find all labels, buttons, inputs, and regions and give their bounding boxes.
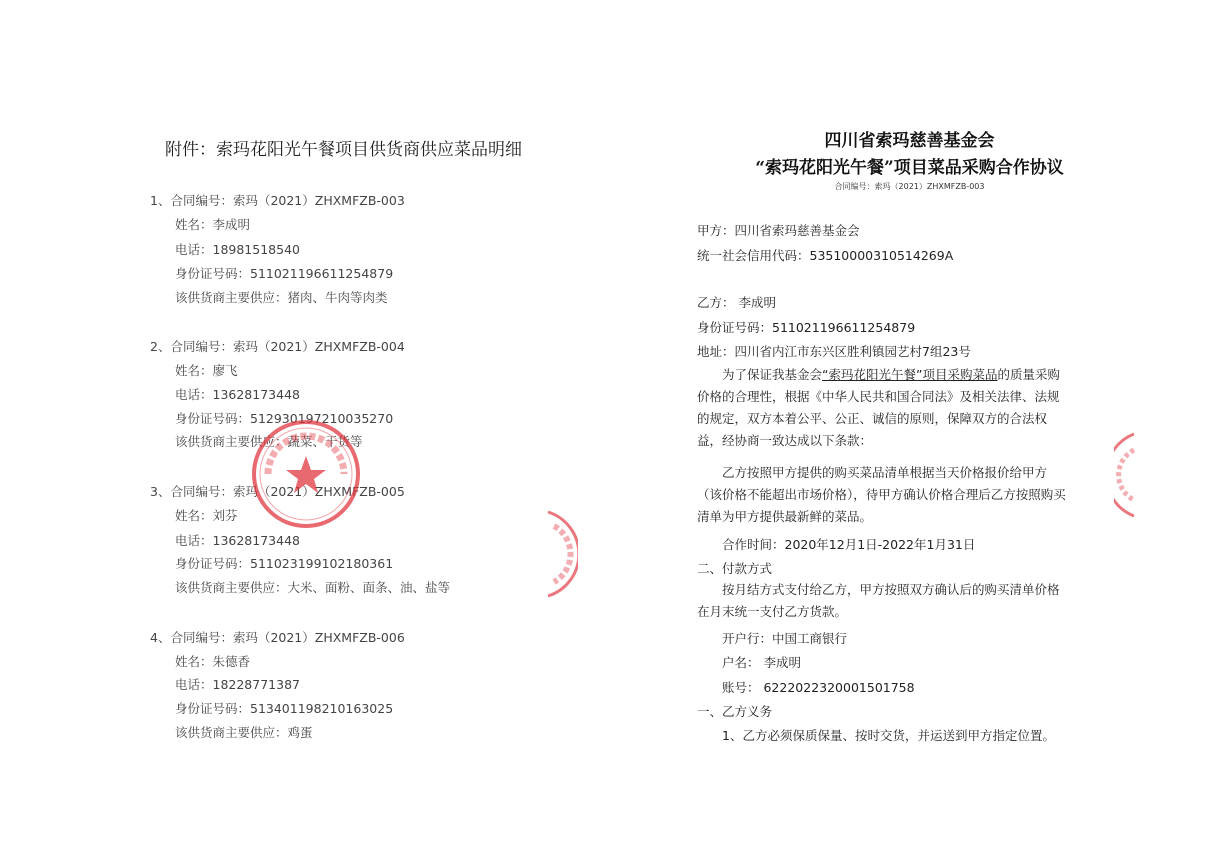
- left-page: [0, 0, 600, 860]
- duty-item-1: 1、乙方必须保质保量、按时交货，并运送到甲方指定位置。: [722, 728, 1055, 743]
- supplier-name: 姓名：李成明: [175, 217, 251, 232]
- account-holder: 户名： 李成明: [722, 655, 801, 670]
- partial-seal-center: [544, 508, 578, 600]
- cooperation-period: 合作时间：2020年12月1日-2022年1月31日: [722, 537, 976, 552]
- supplier-phone: 电话：13628173448: [175, 387, 300, 402]
- bank-name: 开户行：中国工商银行: [722, 631, 848, 646]
- agreement-title-line1: 四川省索玛慈善基金会: [824, 131, 995, 151]
- section-duty-heading: 一、乙方义务: [697, 704, 773, 719]
- clause-pricing: 乙方按照甲方提供的购买菜品清单根据当天价格报价给甲方（该价格不能超出市场价格），待甲方确认价格合理后乙方按照购买清单为甲方提供最新鲜的菜品。: [697, 465, 1066, 524]
- intro-project-underlined: “索玛花阳光午餐”项目采购菜品: [822, 367, 998, 382]
- supplier-name: 姓名：廖飞: [175, 363, 238, 378]
- supplier-supply: 该供货商主要供应：鸡蛋: [175, 725, 313, 740]
- supplier-id: 身份证号码：513401198210163025: [175, 701, 394, 716]
- party-b: 乙方： 李成明: [697, 295, 776, 310]
- supplier-contract: 3、合同编号：索玛（2021）ZHXMFZB-005: [150, 484, 405, 499]
- account-number: 账号： 6222022320001501758: [722, 680, 915, 695]
- supplier-supply: 该供货商主要供应：蔬菜、干货等: [175, 434, 363, 449]
- supplier-id: 身份证号码：512930197210035270: [175, 411, 394, 426]
- supplier-contract: 2、合同编号：索玛（2021）ZHXMFZB-004: [150, 339, 405, 354]
- supplier-phone: 电话：13628173448: [175, 533, 300, 548]
- supplier-phone: 电话：18981518540: [175, 242, 300, 257]
- supplier-name: 姓名：刘芬: [175, 508, 238, 523]
- party-b-id: 身份证号码：511021196611254879: [697, 320, 916, 335]
- section-payment-heading: 二、付款方式: [697, 561, 773, 576]
- party-b-address: 地址：四川省内江市东兴区胜利镇园艺村7组23号: [697, 344, 971, 359]
- supplier-id: 身份证号码：511023199102180361: [175, 556, 394, 571]
- supplier-supply: 该供货商主要供应：猪肉、牛肉等肉类: [175, 290, 388, 305]
- payment-terms: 按月结方式支付给乙方，甲方按照双方确认后的购买清单价格在月末统一支付乙方货款。: [697, 582, 1060, 619]
- supplier-name: 姓名：朱德香: [175, 654, 251, 669]
- intro-text-pre: 为了保证我基金会: [722, 367, 823, 382]
- credit-code: 统一社会信用代码：53510000310514269A: [697, 248, 954, 263]
- right-page: [606, 0, 1213, 860]
- partial-seal-right-edge: [1114, 430, 1136, 520]
- intro-text-post: 的质量采购价格的合理性，根据《中华人民共和国合同法》及相关法律、法规的规定，双方本着公平、公正、诚信的原则，保障双方的合法权益，经协商一致达成以下条款：: [697, 367, 1060, 448]
- appendix-title: 附件：索玛花阳光午餐项目供货商供应菜品明细: [165, 140, 522, 160]
- intro-paragraph: [697, 364, 1069, 452]
- supplier-supply: 该供货商主要供应：大米、面粉、面条、油、盐等: [175, 580, 451, 595]
- supplier-contract: 1、合同编号：索玛（2021）ZHXMFZB-003: [150, 193, 405, 208]
- supplier-contract: 4、合同编号：索玛（2021）ZHXMFZB-006: [150, 630, 405, 645]
- supplier-id: 身份证号码：511021196611254879: [175, 266, 394, 281]
- supplier-phone: 电话：18228771387: [175, 677, 300, 692]
- contract-number: 合同编号：索玛（2021）ZHXMFZB-003: [834, 182, 985, 191]
- agreement-title-line2: “索玛花阳光午餐”项目菜品采购合作协议: [755, 158, 1064, 178]
- red-seal-stamp: [250, 418, 362, 530]
- party-a: 甲方：四川省索玛慈善基金会: [697, 223, 860, 238]
